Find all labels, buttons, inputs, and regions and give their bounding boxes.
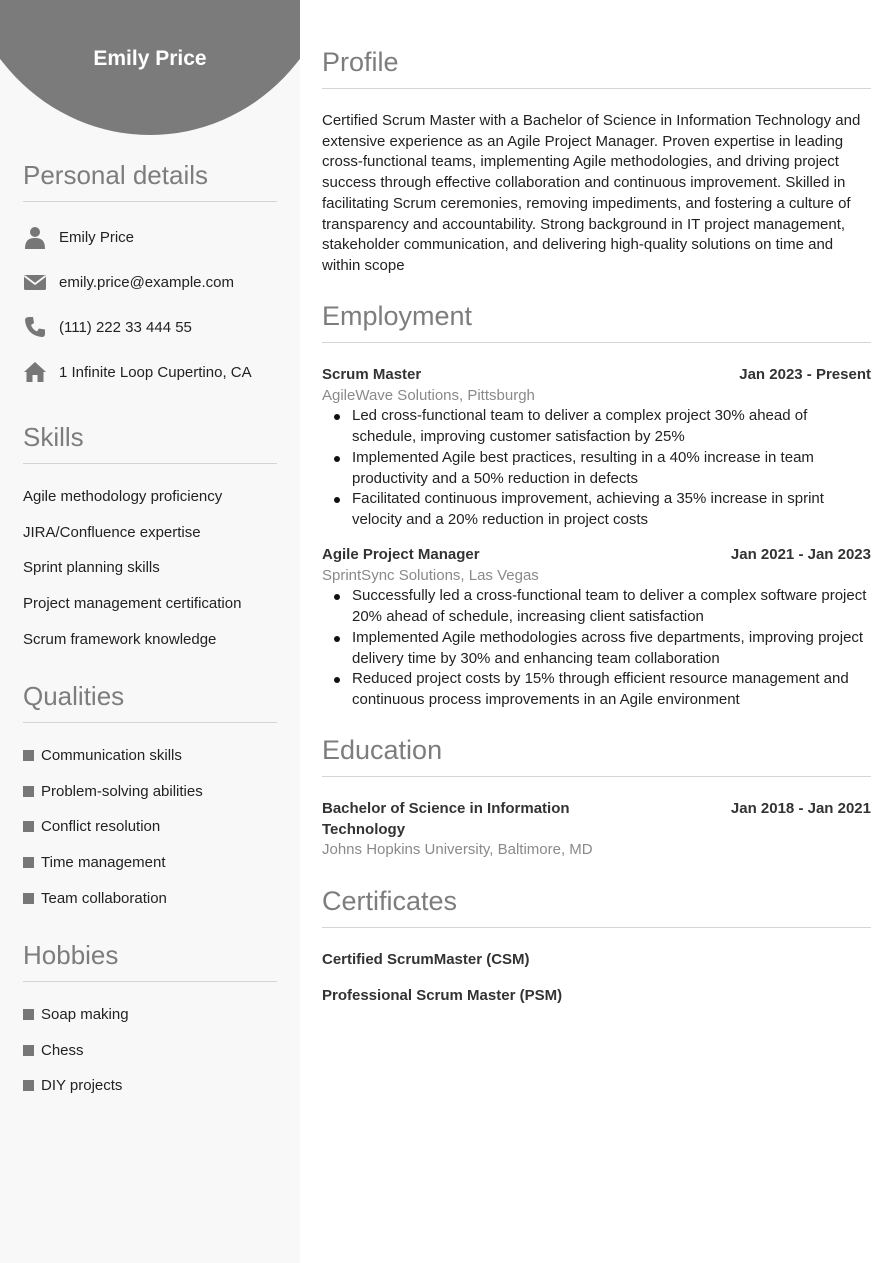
skill-item: JIRA/Confluence expertise [23,524,201,541]
sidebar [0,0,300,1263]
personal-details-section [23,160,277,382]
degree-title: Bachelor of Science in Information Technology [322,800,570,838]
square-bullet-icon [23,1045,34,1056]
quality-item: Communication skills [23,747,182,764]
quality-item: Problem-solving abilities [23,783,203,800]
quality-item: Conflict resolution [23,818,160,835]
job-bullet: Successfully led a cross-functional team to deliver a complex software project 20% ahead of schedule, increasing client satisfaction [322,586,871,627]
job-dates: Jan 2021 - Jan 2023 [730,546,871,563]
detail-email-text[interactable]: emily.price@example.com [59,273,234,291]
job-company: SprintSync Solutions, Las Vegas [322,566,539,584]
square-bullet-icon [23,821,34,832]
skills-section [23,422,277,648]
hobbies-title: Hobbies [23,940,277,982]
quality-item: Team collaboration [23,890,167,907]
detail-phone-text: (111) 222 33 444 55 [59,318,192,336]
hobbies-section [23,940,277,1092]
job-bullet: Implemented Agile methodologies across five departments, improving project delivery time by 30% and enhancing team collaboration [322,628,871,669]
job-bullets [322,586,871,710]
quality-item: Time management [23,854,166,871]
phone-icon [23,315,47,339]
job-company: AgileWave Solutions, Pittsburgh [322,386,535,404]
home-icon [23,360,47,384]
job-entry [322,545,871,711]
square-bullet-icon [23,893,34,904]
education-dates: Jan 2018 - Jan 2021 [730,800,871,817]
detail-email [23,267,234,297]
square-bullet-icon [23,1080,34,1091]
name-header [0,0,300,135]
person-icon [23,225,47,249]
detail-name-text: Emily Price [59,228,135,246]
education-entry [322,799,871,861]
job-dates: Jan 2023 - Present [739,366,871,383]
qualities-title: Qualities [23,681,277,723]
profile-title: Profile [322,47,871,89]
detail-name [23,222,134,252]
envelope-icon [23,270,47,294]
square-bullet-icon [23,750,34,761]
detail-phone [23,312,192,342]
detail-address [23,357,252,387]
skill-item: Project management certification [23,595,242,612]
job-bullets [322,406,871,530]
job-title: Scrum Master [322,366,422,383]
job-bullet: Implemented Agile best practices, resulting in a 40% increase in team productivity and a 50% reduction in defects [322,448,871,489]
education-title: Education [322,735,871,777]
job-bullet: Facilitated continuous improvement, achieving a 35% increase in sprint velocity and a 20% reduction in project costs [322,489,871,530]
employment-title: Employment [322,301,871,343]
square-bullet-icon [23,786,34,797]
certificate-item: Certified ScrumMaster (CSM) [322,951,530,968]
certificate-item: Professional Scrum Master (PSM) [322,987,563,1004]
job-bullet: Reduced project costs by 15% through efficient resource management and continuous process improvements in an Agile environment [322,669,871,710]
skill-item: Agile methodology proficiency [23,488,223,505]
candidate-name: Emily Price [93,47,207,70]
job-title: Agile Project Manager [322,546,480,563]
education-school: Johns Hopkins University, Baltimore, MD [322,841,593,859]
skill-item: Sprint planning skills [23,559,160,576]
certificates-title: Certificates [322,886,871,928]
skill-item: Scrum framework knowledge [23,631,217,648]
hobby-item: DIY projects [23,1077,122,1094]
hobby-item: Chess [23,1042,84,1059]
job-entry [322,365,871,531]
skills-title: Skills [23,422,277,464]
qualities-section [23,681,277,907]
square-bullet-icon [23,857,34,868]
profile-text: Certified Scrum Master with a Bachelor of Science in Information Technology and extensive experience as an Agile Project Manager. Proven expertise in leading cross-functional teams, implementing Agile methodologies, and driving project success through effective collaboration and continuous improvement. Skilled in facilitating Scrum ceremonies, removing impediments, and fostering a culture of transparency and accountability. Strong background in IT project management, stakeholder communication, and delivering high-quality solutions on time and within scope [322,112,861,274]
job-bullet: Led cross-functional team to deliver a complex project 30% ahead of schedule, improving customer satisfaction by 25% [322,406,871,447]
square-bullet-icon [23,1009,34,1020]
personal-details-title: Personal details [23,160,277,202]
detail-address-text: 1 Infinite Loop Cupertino, CA [59,363,252,381]
hobby-item: Soap making [23,1006,129,1023]
